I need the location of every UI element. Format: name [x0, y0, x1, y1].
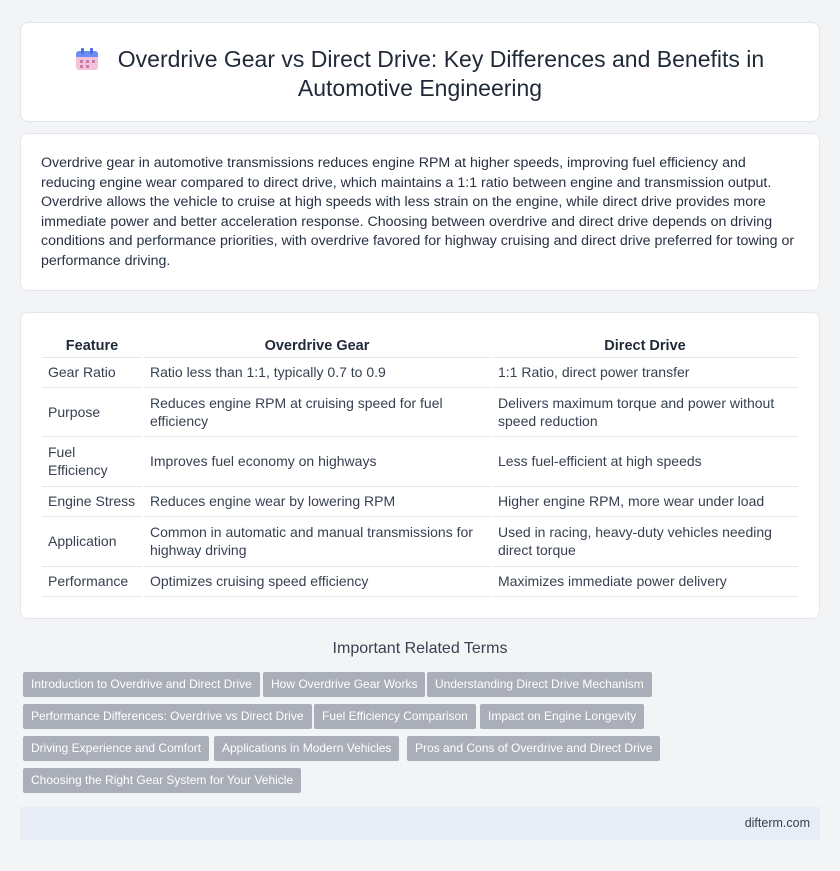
related-term-link[interactable]: Introduction to Overdrive and Direct Drive [23, 672, 260, 697]
comparison-table [42, 335, 798, 597]
page-title-text: Overdrive Gear vs Direct Drive: Key Differences and Benefits in Automotive Engineering [117, 46, 765, 101]
table-row [42, 357, 798, 387]
overdrive-cell: Improves fuel economy on highways [143, 436, 491, 486]
related-term-link[interactable]: Pros and Cons of Overdrive and Direct Drive [407, 736, 660, 761]
feature-cell: Application [42, 516, 143, 566]
table-row [42, 516, 798, 566]
comparison-table-card [20, 312, 820, 619]
overdrive-cell: Optimizes cruising speed efficiency [143, 566, 491, 596]
table-row [42, 486, 798, 516]
overdrive-cell: Ratio less than 1:1, typically 0.7 to 0.9 [143, 357, 491, 387]
feature-cell: Purpose [42, 387, 143, 436]
feature-cell: Fuel Efficiency [42, 436, 143, 486]
overdrive-cell: Common in automatic and manual transmissions for highway driving [143, 516, 491, 566]
related-term-link[interactable]: How Overdrive Gear Works [263, 672, 425, 697]
title-card [20, 22, 820, 122]
direct-drive-cell: 1:1 Ratio, direct power transfer [491, 357, 798, 387]
page-title [61, 45, 779, 103]
table-row [42, 387, 798, 436]
intro-paragraph: Overdrive gear in automotive transmissions reduces engine RPM at higher speeds, improving fuel efficiency and reducing engine wear compared to direct drive, which maintains a 1:1 ratio between engine and transmission output. Overdrive allows the vehicle to cruise at high speeds with less strain on the engine, while direct drive provides more immediate power and better acceleration response. Choosing between overdrive and direct drive depends on driving conditions and performance priorities, with overdrive favored for highway cruising and direct drive preferred for towing or performance driving. [41, 155, 795, 269]
overdrive-cell: Reduces engine wear by lowering RPM [143, 486, 491, 516]
calendar-icon [76, 48, 98, 70]
direct-drive-cell: Less fuel-efficient at high speeds [491, 436, 798, 486]
overdrive-cell: Reduces engine RPM at cruising speed for fuel efficiency [143, 387, 491, 436]
related-term-link[interactable]: Choosing the Right Gear System for Your Vehicle [23, 768, 301, 793]
table-row [42, 566, 798, 596]
table-row [42, 436, 798, 486]
direct-drive-cell: Higher engine RPM, more wear under load [491, 486, 798, 516]
footer-bar [20, 807, 820, 840]
feature-cell: Gear Ratio [42, 357, 143, 387]
related-term-link[interactable]: Understanding Direct Drive Mechanism [427, 672, 652, 697]
related-term-link[interactable]: Fuel Efficiency Comparison [314, 704, 476, 729]
related-term-link[interactable]: Performance Differences: Overdrive vs Direct Drive [23, 704, 312, 729]
table-header-row [42, 335, 798, 357]
intro-card [20, 133, 820, 291]
feature-cell: Engine Stress [42, 486, 143, 516]
direct-drive-cell: Maximizes immediate power delivery [491, 566, 798, 596]
direct-drive-cell: Delivers maximum torque and power without speed reduction [491, 387, 798, 436]
footer-site-link[interactable]: difterm.com [744, 816, 810, 830]
direct-drive-cell: Used in racing, heavy-duty vehicles needing direct torque [491, 516, 798, 566]
feature-cell: Performance [42, 566, 143, 596]
related-term-link[interactable]: Applications in Modern Vehicles [214, 736, 399, 761]
header-feature: Feature [42, 335, 143, 357]
header-direct-drive: Direct Drive [491, 335, 798, 357]
header-overdrive: Overdrive Gear [143, 335, 491, 357]
related-term-link[interactable]: Driving Experience and Comfort [23, 736, 209, 761]
related-term-link[interactable]: Impact on Engine Longevity [480, 704, 644, 729]
related-terms-heading: Important Related Terms [332, 640, 508, 657]
